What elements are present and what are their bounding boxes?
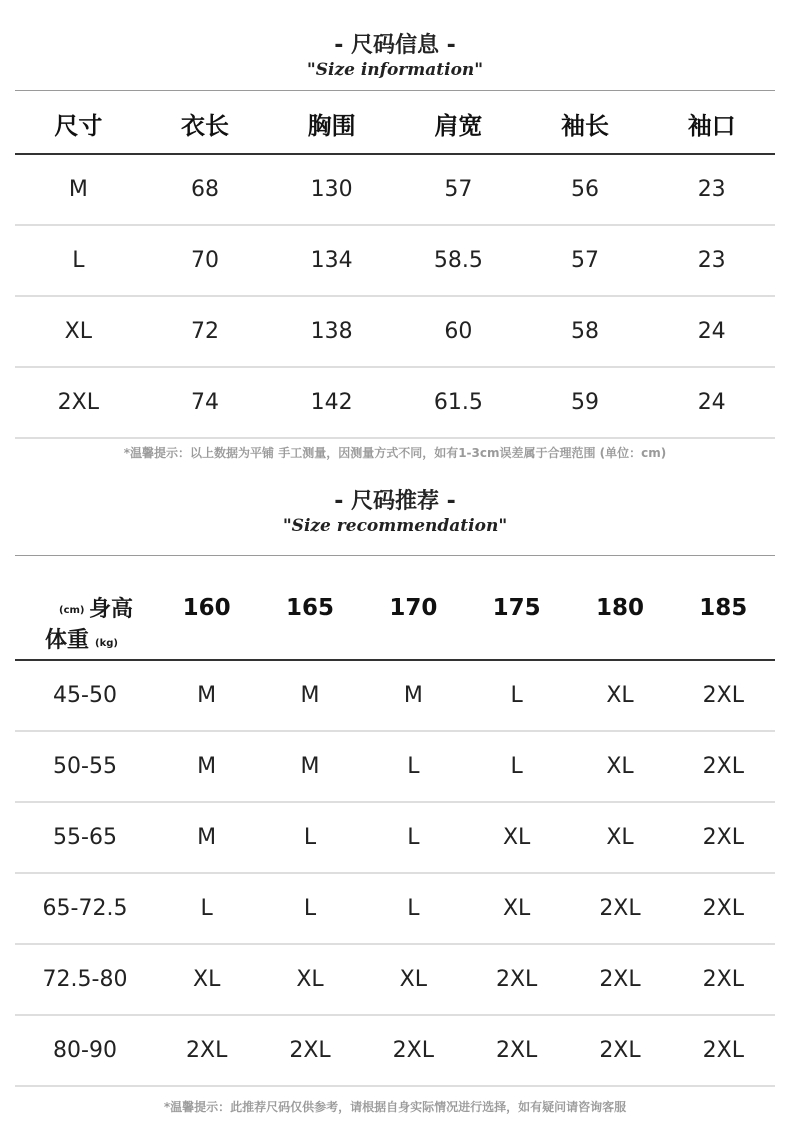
height-header: 175 xyxy=(492,595,541,621)
table-cell: 2XL xyxy=(599,1038,641,1063)
table-row xyxy=(15,297,775,366)
height-label: 身高 xyxy=(89,597,134,622)
table-header xyxy=(15,93,775,153)
table-cell: L xyxy=(407,896,420,921)
table-cell: 57 xyxy=(444,177,473,202)
weight-cell: 80-90 xyxy=(53,1038,117,1063)
table-cell: 60 xyxy=(444,319,473,344)
table-row xyxy=(15,226,775,295)
table-cell: 142 xyxy=(310,390,353,415)
table-row xyxy=(15,1016,775,1085)
divider xyxy=(15,1085,775,1087)
table-cell: 2XL xyxy=(495,1038,538,1063)
table-cell: M xyxy=(197,754,217,779)
table-cell: 70 xyxy=(191,248,219,273)
table-cell: 74 xyxy=(191,390,219,415)
table-cell: XL xyxy=(502,825,531,850)
table-cell: 58 xyxy=(571,319,600,344)
table-cell: M xyxy=(403,683,423,708)
table-cell: 2XL xyxy=(57,390,99,415)
table-cell: 72 xyxy=(191,319,219,344)
table-cell: XL xyxy=(64,319,92,344)
table-row xyxy=(15,368,775,437)
weight-unit: (kg) xyxy=(95,638,118,649)
table-cell: 23 xyxy=(697,177,726,202)
size-info-subtitle: "Size information" xyxy=(306,60,484,80)
table-row xyxy=(15,732,775,801)
size-info-note: *温馨提示：以上数据为平铺 手工测量，因测量方式不同，如有1-3cm误差属于合理范围 (单位：cm) xyxy=(123,446,667,460)
table-cell: M xyxy=(197,825,217,850)
height-header: 165 xyxy=(285,595,334,621)
weight-cell: 50-55 xyxy=(53,754,117,779)
table-cell: 2XL xyxy=(495,967,538,992)
table-cell: M xyxy=(300,754,320,779)
table-cell: L xyxy=(72,248,85,273)
table-cell: XL xyxy=(296,967,324,992)
table-row xyxy=(15,661,775,730)
table-cell: XL xyxy=(502,896,531,921)
size-info-table xyxy=(15,93,775,439)
size-rec-note: *温馨提示：此推荐尺码仅供参考，请根据自身实际情况进行选择，如有疑问请咨询客服 xyxy=(163,1100,627,1114)
table-cell: 24 xyxy=(697,319,726,344)
table-cell: 58.5 xyxy=(433,248,483,273)
table-cell: 2XL xyxy=(702,896,744,921)
table-cell: 24 xyxy=(697,390,726,415)
table-cell: 2XL xyxy=(702,967,744,992)
header-cell: 胸围 xyxy=(307,111,356,140)
table-cell: XL xyxy=(606,825,634,850)
corner-header xyxy=(15,557,155,659)
table-cell: 2XL xyxy=(392,1038,434,1063)
table-cell: M xyxy=(197,683,217,708)
table-cell: 23 xyxy=(697,248,726,273)
table-cell: L xyxy=(303,825,317,850)
table-cell: 57 xyxy=(571,248,600,273)
table-cell: M xyxy=(68,177,88,202)
table-cell: XL xyxy=(193,967,221,992)
table-cell: 2XL xyxy=(599,967,641,992)
weight-cell: 45-50 xyxy=(53,683,117,708)
table-cell: L xyxy=(303,896,317,921)
divider xyxy=(15,90,775,91)
table-cell: XL xyxy=(606,683,634,708)
table-cell: L xyxy=(510,683,523,708)
table-cell: 2XL xyxy=(702,825,744,850)
table-cell: 130 xyxy=(310,177,353,202)
table-row xyxy=(15,945,775,1014)
table-cell: 59 xyxy=(571,390,600,415)
table-cell: 2XL xyxy=(599,896,641,921)
table-cell: 61.5 xyxy=(433,390,483,415)
table-cell: XL xyxy=(399,967,427,992)
table-cell: XL xyxy=(606,754,634,779)
weight-cell: 72.5-80 xyxy=(42,967,128,992)
height-unit: (cm) xyxy=(59,605,85,616)
table-cell: L xyxy=(510,754,523,779)
table-cell: 2XL xyxy=(702,683,744,708)
height-header: 170 xyxy=(389,595,438,621)
weight-cell: 65-72.5 xyxy=(42,896,128,921)
table-cell: 2XL xyxy=(702,1038,744,1063)
divider xyxy=(15,437,775,439)
table-row xyxy=(15,874,775,943)
divider xyxy=(15,555,775,556)
table-row xyxy=(15,803,775,872)
table-cell: 2XL xyxy=(702,754,744,779)
height-header: 185 xyxy=(699,595,748,621)
header-cell: 袖长 xyxy=(561,111,610,140)
table-cell: L xyxy=(407,754,420,779)
table-cell: 138 xyxy=(310,319,353,344)
table-cell: M xyxy=(300,683,320,708)
table-row xyxy=(15,155,775,224)
table-cell: 68 xyxy=(191,177,219,202)
table-cell: 2XL xyxy=(289,1038,331,1063)
weight-cell: 55-65 xyxy=(53,825,117,850)
table-cell: 56 xyxy=(571,177,600,202)
table-cell: 134 xyxy=(310,248,353,273)
header-cell: 衣长 xyxy=(181,111,229,140)
header-cell: 尺寸 xyxy=(54,111,103,140)
height-header: 160 xyxy=(182,595,231,621)
header-cell: 肩宽 xyxy=(434,111,483,140)
size-rec-subtitle: "Size recommendation" xyxy=(282,516,508,536)
height-header: 180 xyxy=(595,595,644,621)
weight-label: 体重 xyxy=(45,628,90,653)
size-info-title: - 尺码信息 - xyxy=(334,33,456,58)
table-cell: 2XL xyxy=(186,1038,228,1063)
size-rec-table xyxy=(15,557,775,1087)
table-header xyxy=(15,557,775,659)
size-rec-title: - 尺码推荐 - xyxy=(334,489,456,514)
table-cell: L xyxy=(407,825,420,850)
table-cell: L xyxy=(200,896,213,921)
header-cell: 袖口 xyxy=(687,111,736,140)
